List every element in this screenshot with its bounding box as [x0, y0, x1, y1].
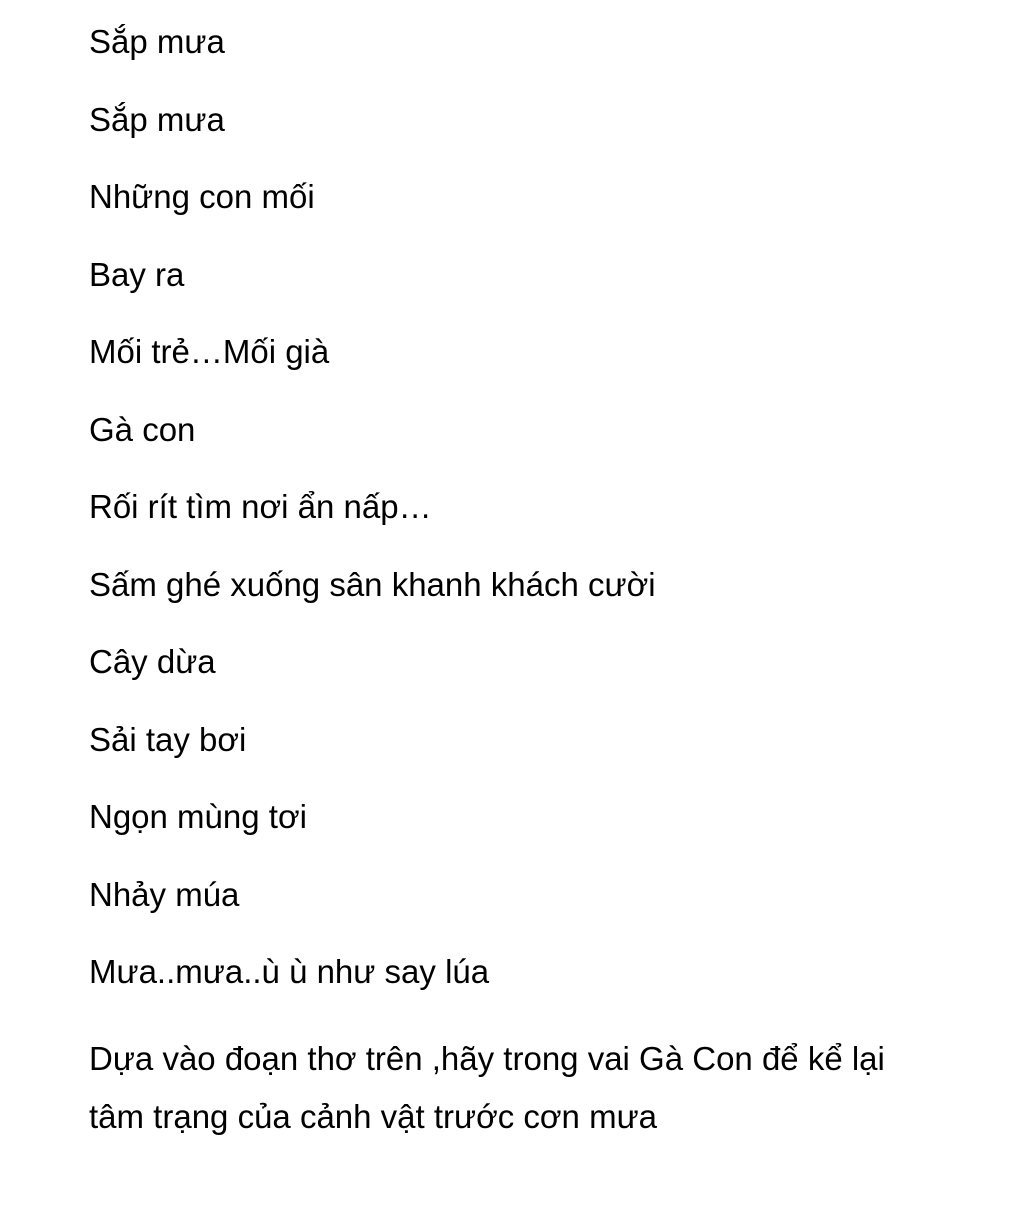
- question-line-1: Dựa vào đoạn thơ trên ,hãy trong vai Gà Con để kể lại: [89, 1039, 885, 1077]
- poem-line: Sắp mưa: [89, 23, 225, 60]
- poem-line: Cây dừa: [89, 643, 216, 680]
- poem-line: Nhảy múa: [89, 875, 240, 913]
- poem-line: Rối rít tìm nơi ẩn nấp…: [89, 488, 432, 525]
- question-text: [89, 1030, 999, 1146]
- poem-line: Bay ra: [89, 255, 185, 293]
- document-body: [89, 22, 999, 1146]
- poem-line: Ngọn mùng tơi: [89, 798, 307, 835]
- question-line-2: tâm trạng của cảnh vật trước cơn mưa: [89, 1097, 658, 1135]
- poem-line: Sắp mưa: [89, 100, 225, 138]
- poem-line: Mối trẻ…Mối già: [89, 333, 330, 370]
- poem-line: Mưa..mưa..ù ù như say lúa: [89, 953, 490, 990]
- poem-line: Sải tay bơi: [89, 720, 247, 758]
- poem-line: Gà con: [89, 410, 196, 448]
- poem-line: Sấm ghé xuống sân khanh khách cười: [89, 565, 656, 603]
- poem-line: Những con mối: [89, 178, 315, 215]
